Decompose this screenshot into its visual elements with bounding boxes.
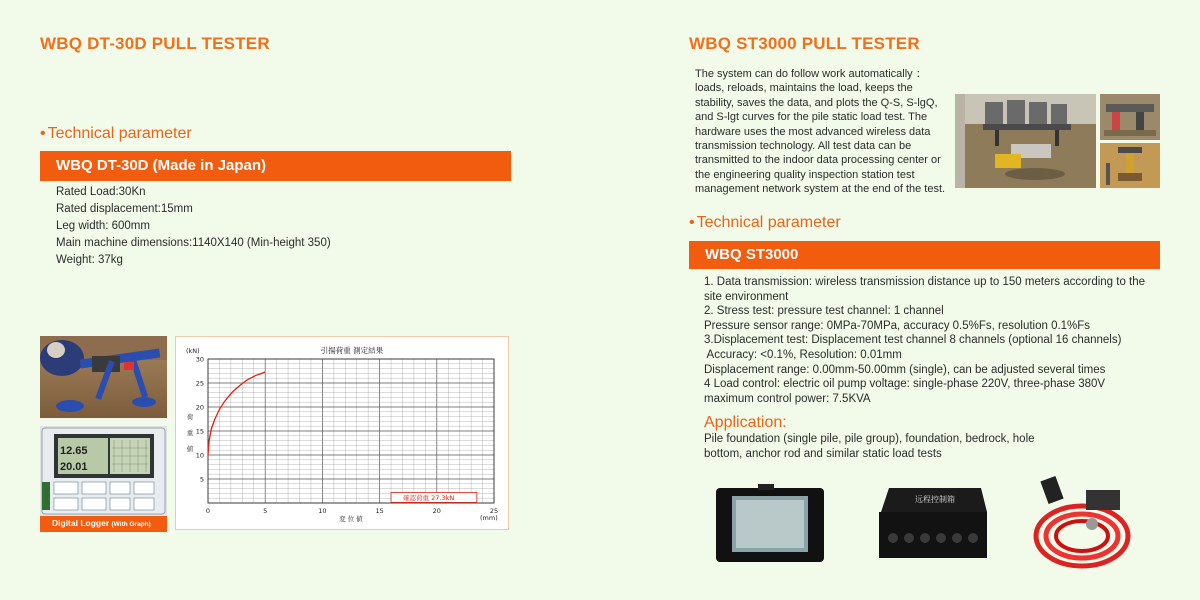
logger-display-bottom: 20.01 [60,461,88,473]
detail-accuracy: Accuracy: <0.1%, Resolution: 0.01mm [704,348,902,361]
chart-annotation: 確認荷重 27.3kN [403,493,455,502]
site-test-photo-large [955,94,1096,188]
chart-y-tick-label: 30 [195,355,204,364]
field-test-photo [40,336,167,418]
left-page-title: WBQ DT-30D PULL TESTER [40,34,270,53]
chart-y-tick-label: 25 [195,379,204,388]
wireless-monitor-device-image [714,482,826,564]
chart-x-tick-label: 0 [205,507,211,515]
chart-grid [208,359,494,503]
chart-y-label-char: 値 [186,445,194,453]
detail-displacement-range: Displacement range: 0.00mm-50.00mm (single), can be adjusted several times [704,363,1106,376]
chart-y-tick-label: 15 [195,427,204,436]
chart-x-label: 変 位 値 [339,515,363,523]
left-param-list [56,184,331,269]
param-rated-load: Rated Load:30Kn [56,186,146,198]
remote-box-label: 远程控制箱 [915,495,955,504]
load-displacement-chart [175,336,509,530]
sensor-cable-image [1030,474,1134,574]
chart-y-tick-label: 5 [199,475,204,484]
detail-displacement-test: 3.Displacement test: Displacement test channel 8 channels (optional 16 channels) [704,334,1122,347]
chart-x-tick-label: 5 [263,507,268,515]
detail-load-control: 4 Load control: electric oil pump voltage: single-phase 220V, three-phase 380V maximum control power: 7.5KVA [704,378,1106,405]
chart-y-label [187,412,194,453]
chart-x-tick-label: 15 [375,507,384,515]
logger-caption-text: Digital Logger [52,518,110,528]
chart-x-unit: (mm) [480,514,498,522]
chart-y-label-char: 重 [186,429,194,437]
chart-x-tick-label: 20 [432,507,441,515]
logger-display-top: 12.65 [60,445,88,457]
chart-y-unit: (kN) [186,347,200,355]
detail-stress-test: 2. Stress test: pressure test channel: 1 channel [704,305,944,318]
application-text: Pile foundation (single pile, pile group), foundation, bedrock, hole bottom, anchor rod and similar static load tests [704,433,1035,460]
right-detail-list [704,275,1150,406]
right-section-label: • Technical parameter [689,214,841,231]
chart-series-line [208,372,265,455]
chart-y-label-char: 荷 [186,413,194,421]
logger-caption [40,516,167,532]
left-model-bar: WBQ DT-30D (Made in Japan) [40,151,511,181]
right-description: The system can do follow work automatically ：loads, reloads, maintains the load, keeps the stability, saves the data, and plots the Q-S, S-lgQ, and S-lgt curves for the pile static load test. The hardware uses the most advanced wireless data transmission technology. All test data can be transmitted to the indoor data processing center or the engineering quality inspection station test management network system at the end of the test. [695,68,946,196]
param-rated-displacement: Rated displacement:15mm [56,203,193,215]
left-section-label-text: Technical parameter [47,125,192,142]
param-dimensions: Main machine dimensions:1140X140 (Min-height 350) [56,237,331,249]
site-test-photo-small-bottom [1100,143,1160,188]
right-model-bar: WBQ ST3000 [689,241,1160,269]
digital-logger-image [40,426,167,530]
chart-title: 引揚荷重 測定結果 [320,346,384,355]
application-title: Application: [704,414,787,431]
left-section-label: • Technical parameter [40,125,192,142]
site-test-photo-small-top [1100,94,1160,140]
right-section-label-text: Technical parameter [696,214,841,231]
chart-canvas [176,337,508,529]
param-leg-width: Leg width: 600mm [56,220,150,232]
chart-y-tick-label: 20 [195,403,204,412]
right-page-title: WBQ ST3000 PULL TESTER [689,34,920,53]
chart-y-tick-label: 10 [195,451,204,460]
chart-x-tick-label: 10 [318,507,327,515]
chart-ticks [196,356,498,516]
detail-pressure-range: Pressure sensor range: 0MPa-70MPa, accuracy 0.5%Fs, resolution 0.1%Fs [704,319,1091,332]
chart-x-tick-label: 25 [489,507,499,515]
logger-caption-small: (With Graph) [111,521,151,528]
detail-data-transmission: 1. Data transmission: wireless transmission distance up to 150 meters according to the site environment [704,276,1146,303]
remote-control-box-image [875,482,989,568]
param-weight: Weight: 37kg [56,254,123,266]
